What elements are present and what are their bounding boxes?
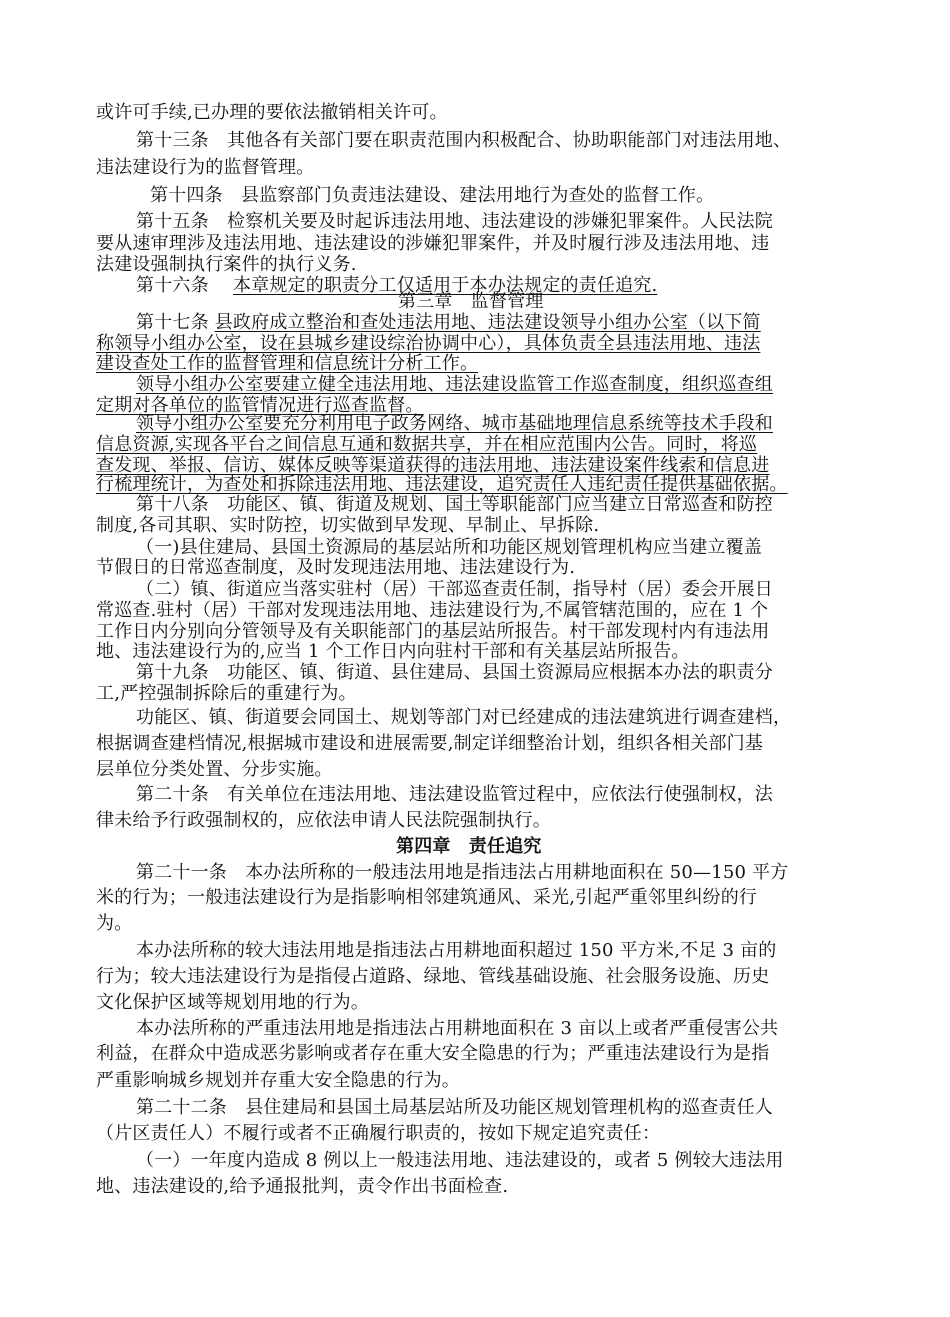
text-line: 第十三条 其他各有关部门要在职责范围内积极配合、协助职能部门对违法用地、: [136, 130, 792, 151]
text-line: 建设查处工作的监督管理和信息统计分析工作。: [96, 353, 479, 374]
text-line: 本办法所称的严重违法用地是指违法占用耕地面积在 3 亩以上或者严重侵害公共: [136, 1018, 779, 1039]
text-line: 工作日内分别向分管领导及有关职能部门的基层站所报告。村干部发现村内有违法用: [96, 621, 770, 642]
text-line: 地、违法建设行为的,应当 1 个工作日内向驻村干部和有关基层站所报告。: [96, 641, 690, 662]
text-line: 制度,各司其职、实时防控，切实做到早发现、早制止、早拆除.: [96, 515, 600, 536]
text-line: 定期对各单位的监管情况进行巡查监督。: [96, 395, 424, 416]
text-line: 功能区、镇、街道要会同国土、规划等部门对已经建成的违法建筑进行调查建档，: [136, 707, 792, 728]
text-line: 法建设强制执行案件的执行义务.: [96, 254, 357, 275]
text-line: （一）一年度内造成 8 例以上一般违法用地、违法建设的，或者 5 例较大违法用: [136, 1150, 784, 1171]
text-line: 称领导小组办公室，设在县城乡建设综治协调中心），具体负责全县违法用地、违法: [96, 333, 761, 354]
text-line: （二）镇、街道应当落实驻村（居）干部巡查责任制，指导村（居）委会开展日: [136, 579, 773, 600]
text-line: 第十八条 功能区、镇、街道及规划、国土等职能部门应当建立日常巡查和防控: [136, 494, 773, 515]
text-line: 地、违法建设的,给予通报批判，责令作出书面检查.: [96, 1176, 509, 1197]
text-line: 本办法所称的较大违法用地是指违法占用耕地面积超过 150 平方米,不足 3 亩的: [136, 940, 777, 961]
text-line: 第十四条 县监察部门负责违法建设、建法用地行为查处的监督工作。: [150, 185, 715, 206]
chapter-heading: 第四章 责任追究: [396, 836, 542, 857]
underlined-text: 本章规定的职责分工仅适用于本办法规定的责任追究.: [232, 275, 658, 296]
text-line: 工,严控强制拆除后的重建行为。: [96, 683, 357, 704]
text-line: 利益，在群众中造成恶劣影响或者存在重大安全隐患的行为；严重违法建设行为是指: [96, 1043, 770, 1064]
text-line: 文化保护区域等规划用地的行为。: [96, 992, 369, 1013]
text-line: 层单位分类处置、分步实施。: [96, 759, 333, 780]
text-line: （片区责任人）不履行或者不正确履行职责的，按如下规定追究责任：: [96, 1123, 661, 1144]
text-line: 第二十条 有关单位在违法用地、违法建设监管过程中，应依法行使强制权，法: [136, 784, 773, 805]
section-heading: 第三章 监督管理: [398, 291, 544, 312]
text-line: 节假日的日常巡查制度，及时发现违法用地、违法建设行为.: [96, 557, 576, 578]
text-line: 根据调查建档情况,根据城市建设和进展需要,制定详细整治计划，组织各相关部门基: [96, 733, 764, 754]
text-line: （一)县住建局、县国土资源局的基层站所和功能区规划管理机构应当建立覆盖: [136, 537, 763, 558]
text-line: 行梳理统计，为查处和拆除违法用地、违法建设，追究责任人违纪责任提供基础依据。: [96, 474, 788, 495]
text-line: 第十五条 检察机关要及时起诉违法用地、违法建设的涉嫌犯罪案件。人民法院: [136, 211, 773, 232]
text-line: 常巡查.驻村（居）干部对发现违法用地、违法建设行为,不属管辖范围的，应在 1 个: [96, 600, 769, 621]
text-line: 第二十一条 本办法所称的一般违法用地是指违法占用耕地面积在 50—150 平方: [136, 862, 789, 883]
text-line: 严重影响城乡规划并存重大安全隐患的行为。: [96, 1070, 460, 1091]
text-line: 第二十二条 县住建局和县国土局基层站所及功能区规划管理机构的巡查责任人: [136, 1097, 773, 1118]
text-line: 违法建设行为的监督管理。: [96, 157, 315, 178]
text-line: 信息资源,实现各平台之间信息互通和数据共享，并在相应范围内公告。同时，将巡: [96, 434, 758, 455]
text-line: 领导小组办公室要充分利用电子政务网络、城市基础地理信息系统等技术手段和: [136, 413, 773, 434]
text-line: 领导小组办公室要建立健全违法用地、违法建设监管工作巡查制度，组织巡查组: [136, 374, 773, 395]
article-label: 第十六条: [136, 275, 209, 296]
text-line: [136, 275, 657, 297]
text-line: 或许可手续,已办理的要依法撤销相关许可。: [96, 102, 448, 123]
text-line: 行为；较大违法建设行为是指侵占道路、绿地、管线基础设施、社会服务设施、历史: [96, 966, 770, 987]
text-line: 律未给予行政强制权的，应依法申请人民法院强制执行。: [96, 810, 551, 831]
text-line: [136, 312, 761, 334]
text-line: 第十九条 功能区、镇、街道、县住建局、县国土资源局应根据本办法的职责分: [136, 662, 773, 683]
text-line: 为。: [96, 913, 133, 934]
text-line: 米的行为；一般违法建设行为是指影响相邻建筑通风、采光,引起严重邻里纠纷的行: [96, 887, 758, 908]
text-line: 要从速审理涉及违法用地、违法建设的涉嫌犯罪案件，并及时履行涉及违法用地、违: [96, 233, 770, 254]
text-line: 查发现、举报、信访、媒体反映等渠道获得的违法用地、违法建设案件线索和信息进: [96, 455, 770, 476]
article-label: 第十七条: [136, 312, 209, 333]
underlined-text: 县政府成立整治和查处违法用地、违法建设领导小组办公室（以下简: [214, 312, 761, 333]
